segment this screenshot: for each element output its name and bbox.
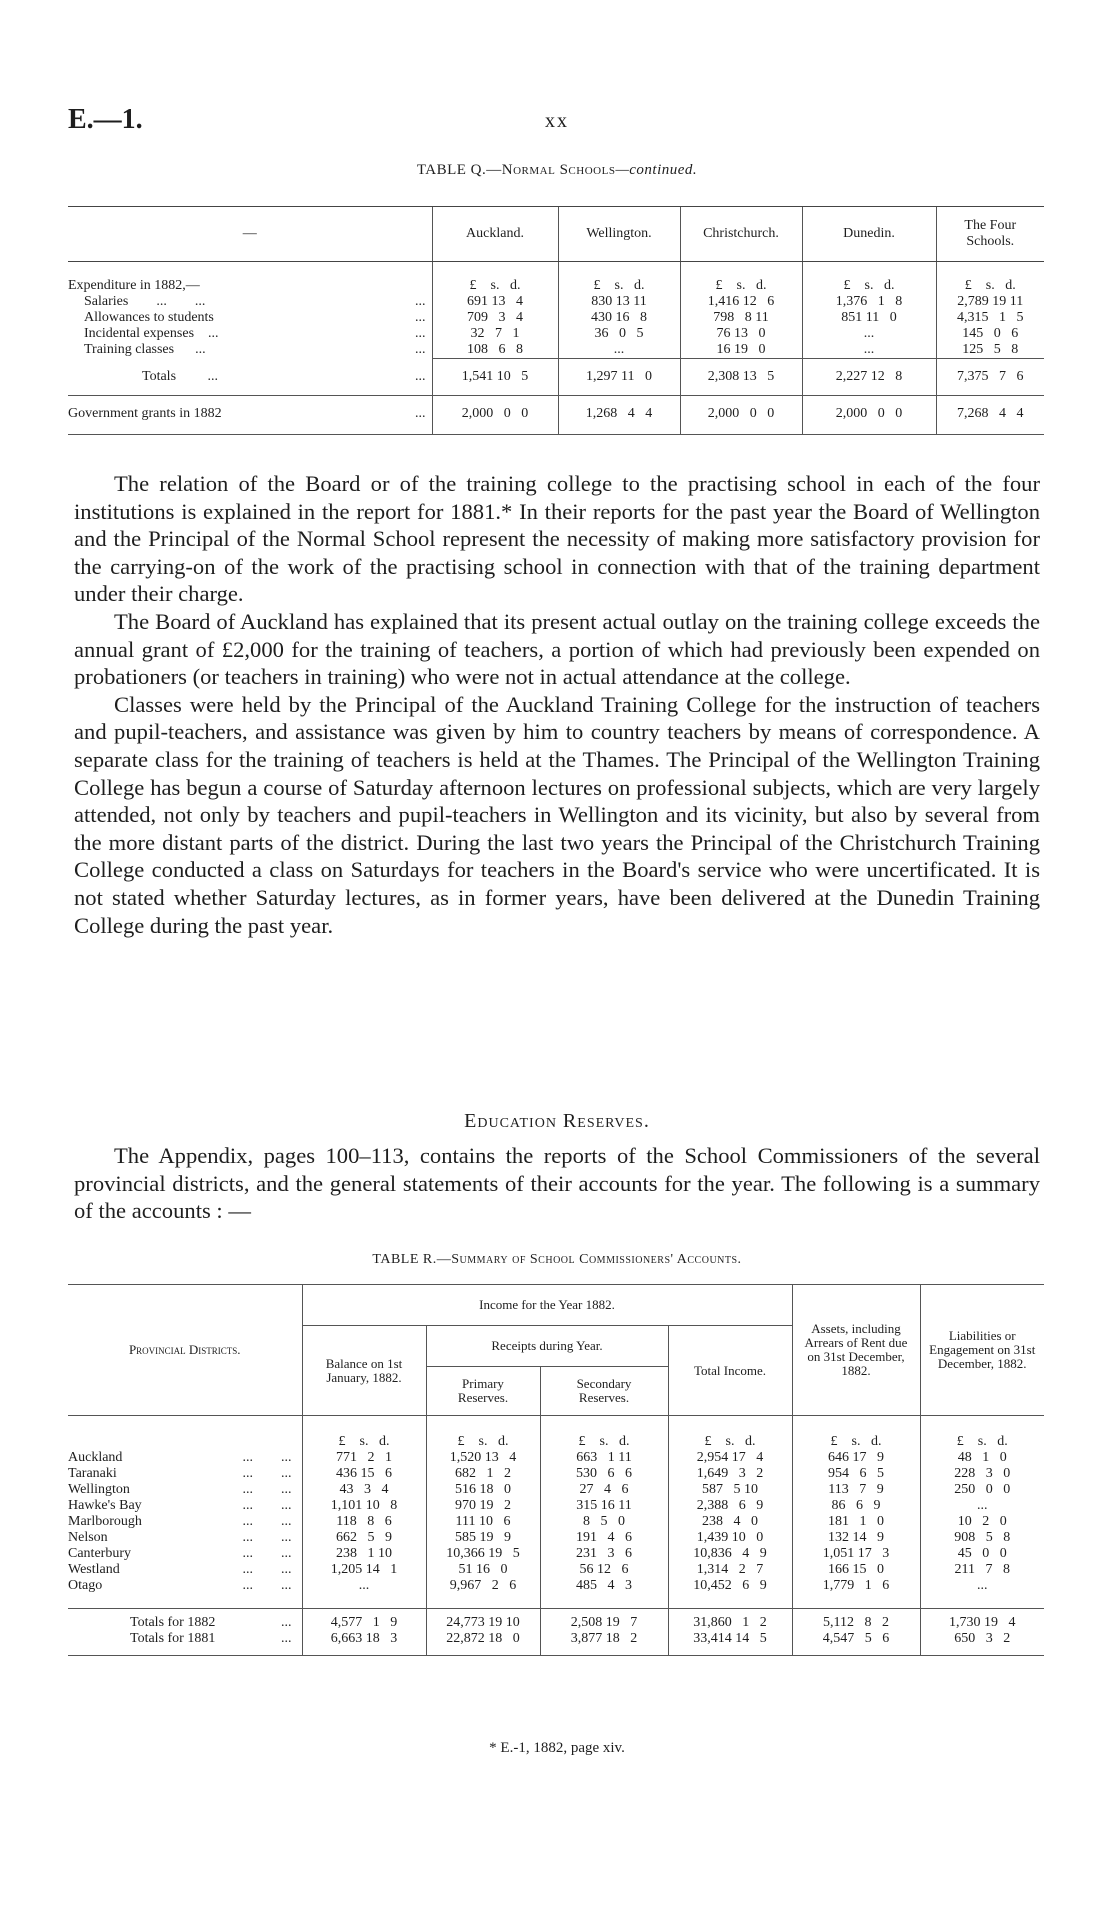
table-row: Nelson ... ... 662 5 9 585 19 9 191 4 6 1,439 10 0 132 14 9 908 5 8 — [68, 1530, 1044, 1546]
col-header-districts: Provincial Districts. — [68, 1285, 302, 1416]
col-header-total: Total Income. — [668, 1326, 792, 1416]
section-label: Expenditure in 1882,— — [68, 278, 200, 293]
table-row: Canterbury ... ... 238 1 10 10,366 19 5 231 3 6 10,836 4 9 1,051 17 3 45 0 0 — [68, 1546, 1044, 1562]
table-totals-row: Totals ... ... 1,541 10 5 1,297 11 0 2,308 13 5 2,227 12 8 7,375 7 6 — [68, 359, 1044, 396]
table-r-title: TABLE R.—Summary of School Commissioners' Accounts. — [372, 1252, 742, 1267]
table-row: Allowances to students ... 709 3 4 430 16 8 798 8 11 851 11 0 4,315 1 5 — [68, 310, 1044, 326]
table-q-col-header: Auckland. — [432, 207, 558, 262]
table-row: Expenditure in 1882,— £ s. d. £ s. d. £ s. d. £ s. d. £ s. d. — [68, 262, 1044, 295]
col-header-assets: Assets, including Arrears of Rent due on 31st December, 1882. — [792, 1285, 920, 1416]
col-group-receipts: Receipts during Year. — [426, 1326, 668, 1367]
table-totals-row: Totals for 1882 ... 4,577 1 9 24,773 19 10 2,508 19 7 31,860 1 2 5,112 8 2 1,730 19 4 — [68, 1609, 1044, 1632]
paragraph: Classes were held by the Principal of the Auckland Training College for the instruction of teachers and pupil-teachers, and assistance was given by him to country teachers by means of correspondence. A separate class for the training of teachers is held at the Thames. The Principal of the Wellington Training College has begun a course of Saturday afternoon lectures on professional subjects, which are very largely attended, not only by teachers and pupil-teachers in Wellington and its vicinity, but also by several from the more distant parts of the district. During the last two years the Principal of the Christchurch Training College conducted a class on Saturdays for teachers in the Board's service who were uncertificated. It is not stated whether Saturday lectures, as in former years, have been delivered at the Dunedin Training College during the past year. — [74, 691, 1040, 938]
table-q-col-header: The Four Schools. — [936, 207, 1044, 262]
footnote: * E.-1, 1882, page xiv. — [489, 1740, 625, 1756]
table-q-title: TABLE Q.—Normal Schools—continued. — [416, 162, 698, 178]
table-totals-row: Totals for 1881 ... 6,663 18 3 22,872 18 0 3,877 18 2 33,414 14 5 4,547 5 6 650 3 2 — [68, 1631, 1044, 1656]
table-row: Incidental expenses ... ... 32 7 1 36 0 5 76 13 0 ... 145 0 6 — [68, 326, 1044, 342]
col-header-liabilities: Liabilities or Engagement on 31st December, 1882. — [920, 1285, 1044, 1416]
table-q-corner: — — [68, 207, 432, 262]
paragraph: The relation of the Board or of the training college to the practising school in each of the four institutions is explained in the report for 1881.* In their reports for the past year the Board of Wellington and the Principal of the Normal School represent the necessity of making more satisfactory provision for the carrying-on of the work of the practising school in connection with that of the training department under their charge. — [74, 471, 1040, 607]
table-r-header-row — [68, 1285, 1044, 1326]
table-q-col-header: Wellington. — [558, 207, 680, 262]
table-row: Otago ... ... ... 9,967 2 6 485 4 3 10,452 6 9 1,779 1 6 ... — [68, 1578, 1044, 1609]
table-row: Marlborough ... ... 118 8 6 111 10 6 8 5 0 238 4 0 181 1 0 10 2 0 — [68, 1514, 1044, 1530]
col-header-secondary: Secondary Reserves. — [540, 1367, 668, 1416]
table-row: Taranaki ... ... 436 15 6 682 1 2 530 6 6 1,649 3 2 954 6 5 228 3 0 — [68, 1466, 1044, 1482]
page-reference: E.—1. — [68, 104, 143, 135]
col-header-balance: Balance on 1st January, 1882. — [302, 1326, 426, 1416]
table-row: Salaries ... ... ... 691 13 4 830 13 11 1,416 12 6 1,376 1 8 2,789 19 11 — [68, 294, 1044, 310]
body-text-2 — [74, 1142, 1040, 1225]
col-header-primary: Primary Reserves. — [426, 1367, 540, 1416]
page-number: xx — [545, 110, 569, 132]
body-text-1 — [74, 470, 1040, 939]
section-heading: Education Reserves. — [464, 1110, 650, 1132]
table-row: £ s. d. £ s. d. £ s. d. £ s. d. £ s. d. £ s. d. — [68, 1416, 1044, 1451]
table-row: Training classes ... ... 108 6 8 ... 16 19 0 ... 125 5 8 — [68, 342, 1044, 359]
table-q-col-header: Dunedin. — [802, 207, 936, 262]
table-q-header-row — [68, 207, 1044, 262]
table-grants-row: Government grants in 1882 ... 2,000 0 0 1,268 4 4 2,000 0 0 2,000 0 0 7,268 4 4 — [68, 395, 1044, 434]
table-q — [68, 206, 1044, 435]
table-q-col-header: Christchurch. — [680, 207, 802, 262]
table-row: Hawke's Bay ... ... 1,101 10 8 970 19 2 315 16 11 2,388 6 9 86 6 9 ... — [68, 1498, 1044, 1514]
paragraph: The Board of Auckland has explained that its present actual outlay on the training college exceeds the annual grant of £2,000 for the training of teachers, a portion of which had previously been expended on probationers (or teachers in training) who were not in actual attendance at the college. — [74, 608, 1040, 690]
table-row: Auckland ... ... 771 2 1 1,520 13 4 663 1 11 2,954 17 4 646 17 9 48 1 0 — [68, 1450, 1044, 1466]
table-row: Westland ... ... 1,205 14 1 51 16 0 56 12 6 1,314 2 7 166 15 0 211 7 8 — [68, 1562, 1044, 1578]
table-r — [68, 1284, 1044, 1656]
table-row: Wellington ... ... 43 3 4 516 18 0 27 4 6 587 5 10 113 7 9 250 0 0 — [68, 1482, 1044, 1498]
col-group-income: Income for the Year 1882. — [302, 1285, 792, 1326]
paragraph: The Appendix, pages 100–113, contains the reports of the School Commissioners of the several provincial districts, and the general statements of their accounts for the year. The following is a summary of the accounts : — — [74, 1143, 1040, 1224]
